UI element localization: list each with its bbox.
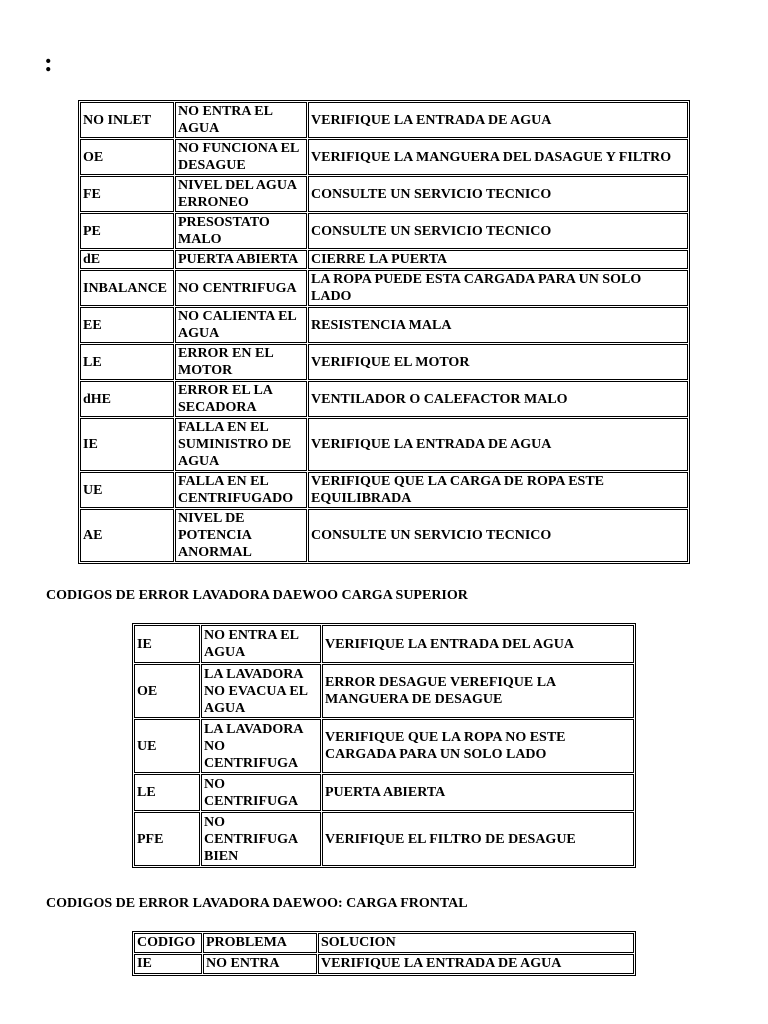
error-code: UE: [80, 472, 174, 508]
error-code: IE: [134, 954, 202, 974]
error-code: PFE: [134, 812, 200, 866]
table-row: [80, 176, 688, 212]
problem-cell: NO CENTRIFUGA: [201, 774, 321, 811]
problem-cell: NO ENTRA: [203, 954, 317, 974]
solution-cell: CIERRE LA PUERTA: [308, 250, 688, 269]
solution-cell: CONSULTE UN SERVICIO TECNICO: [308, 509, 688, 562]
error-code: OE: [80, 139, 174, 175]
problem-cell: ERROR EL LA SECADORA: [175, 381, 307, 417]
solution-cell: VERIFIQUE LA ENTRADA DEL AGUA: [322, 625, 634, 663]
solution-cell: VERIFIQUE QUE LA CARGA DE ROPA ESTE EQUILIBRADA: [308, 472, 688, 508]
table-row: [80, 139, 688, 175]
table-row: [134, 954, 634, 974]
error-code: NO INLET: [80, 102, 174, 138]
table-row: [80, 418, 688, 471]
error-code: UE: [134, 719, 200, 773]
solution-cell: VERIFIQUE LA ENTRADA DE AGUA: [308, 418, 688, 471]
error-code: EE: [80, 307, 174, 343]
table-row: [134, 664, 634, 718]
solution-cell: VERIFIQUE EL MOTOR: [308, 344, 688, 380]
error-code: INBALANCE: [80, 270, 174, 306]
header-mark: :: [44, 48, 53, 77]
front-load-error-table: [132, 931, 636, 976]
problem-cell: FALLA EN EL CENTRIFUGADO: [175, 472, 307, 508]
problem-cell: NO CALIENTA EL AGUA: [175, 307, 307, 343]
top-load-error-table: [132, 623, 636, 868]
error-code: IE: [134, 625, 200, 663]
column-header-solution: SOLUCION: [318, 933, 634, 953]
solution-cell: VERIFIQUE LA ENTRADA DE AGUA: [308, 102, 688, 138]
table-row: [80, 270, 688, 306]
solution-cell: PUERTA ABIERTA: [322, 774, 634, 811]
table-row: [134, 719, 634, 773]
problem-cell: NIVEL DE POTENCIA ANORMAL: [175, 509, 307, 562]
solution-cell: VENTILADOR O CALEFACTOR MALO: [308, 381, 688, 417]
table-row: [80, 509, 688, 562]
column-header-problem: PROBLEMA: [203, 933, 317, 953]
solution-cell: VERIFIQUE LA ENTRADA DE AGUA: [318, 954, 634, 974]
solution-cell: VERIFIQUE QUE LA ROPA NO ESTE CARGADA PARA UN SOLO LADO: [322, 719, 634, 773]
table-row: [80, 344, 688, 380]
error-code: dE: [80, 250, 174, 269]
section-heading-front-load: CODIGOS DE ERROR LAVADORA DAEWOO: CARGA FRONTAL: [46, 896, 468, 911]
solution-cell: RESISTENCIA MALA: [308, 307, 688, 343]
solution-cell: VERIFIQUE LA MANGUERA DEL DASAGUE Y FILTRO: [308, 139, 688, 175]
table-header-row: [134, 933, 634, 953]
table-row: [134, 625, 634, 663]
solution-cell: VERIFIQUE EL FILTRO DE DESAGUE: [322, 812, 634, 866]
error-code: IE: [80, 418, 174, 471]
column-header-code: CODIGO: [134, 933, 202, 953]
table-row: [80, 102, 688, 138]
problem-cell: NO CENTRIFUGA: [175, 270, 307, 306]
table-row: [80, 213, 688, 249]
problem-cell: NO CENTRIFUGA BIEN: [201, 812, 321, 866]
problem-cell: PRESOSTATO MALO: [175, 213, 307, 249]
solution-cell: CONSULTE UN SERVICIO TECNICO: [308, 213, 688, 249]
table-row: [80, 381, 688, 417]
problem-cell: NO ENTRA EL AGUA: [175, 102, 307, 138]
problem-cell: NO ENTRA EL AGUA: [201, 625, 321, 663]
error-code: LE: [80, 344, 174, 380]
error-code: AE: [80, 509, 174, 562]
problem-cell: NIVEL DEL AGUA ERRONEO: [175, 176, 307, 212]
error-codes-table: [78, 100, 690, 564]
problem-cell: ERROR EN EL MOTOR: [175, 344, 307, 380]
error-code: dHE: [80, 381, 174, 417]
problem-cell: LA LAVADORA NO CENTRIFUGA: [201, 719, 321, 773]
table-row: [134, 774, 634, 811]
table-row: [80, 307, 688, 343]
problem-cell: PUERTA ABIERTA: [175, 250, 307, 269]
problem-cell: NO FUNCIONA EL DESAGUE: [175, 139, 307, 175]
solution-cell: CONSULTE UN SERVICIO TECNICO: [308, 176, 688, 212]
solution-cell: ERROR DESAGUE VEREFIQUE LA MANGUERA DE DESAGUE: [322, 664, 634, 718]
error-code: PE: [80, 213, 174, 249]
section-heading-top-load: CODIGOS DE ERROR LAVADORA DAEWOO CARGA SUPERIOR: [46, 588, 468, 603]
table-row: [134, 812, 634, 866]
error-code: FE: [80, 176, 174, 212]
problem-cell: FALLA EN EL SUMINISTRO DE AGUA: [175, 418, 307, 471]
error-code: LE: [134, 774, 200, 811]
table-row: [80, 472, 688, 508]
table-row: [80, 250, 688, 269]
problem-cell: LA LAVADORA NO EVACUA EL AGUA: [201, 664, 321, 718]
error-code: OE: [134, 664, 200, 718]
solution-cell: LA ROPA PUEDE ESTA CARGADA PARA UN SOLO LADO: [308, 270, 688, 306]
